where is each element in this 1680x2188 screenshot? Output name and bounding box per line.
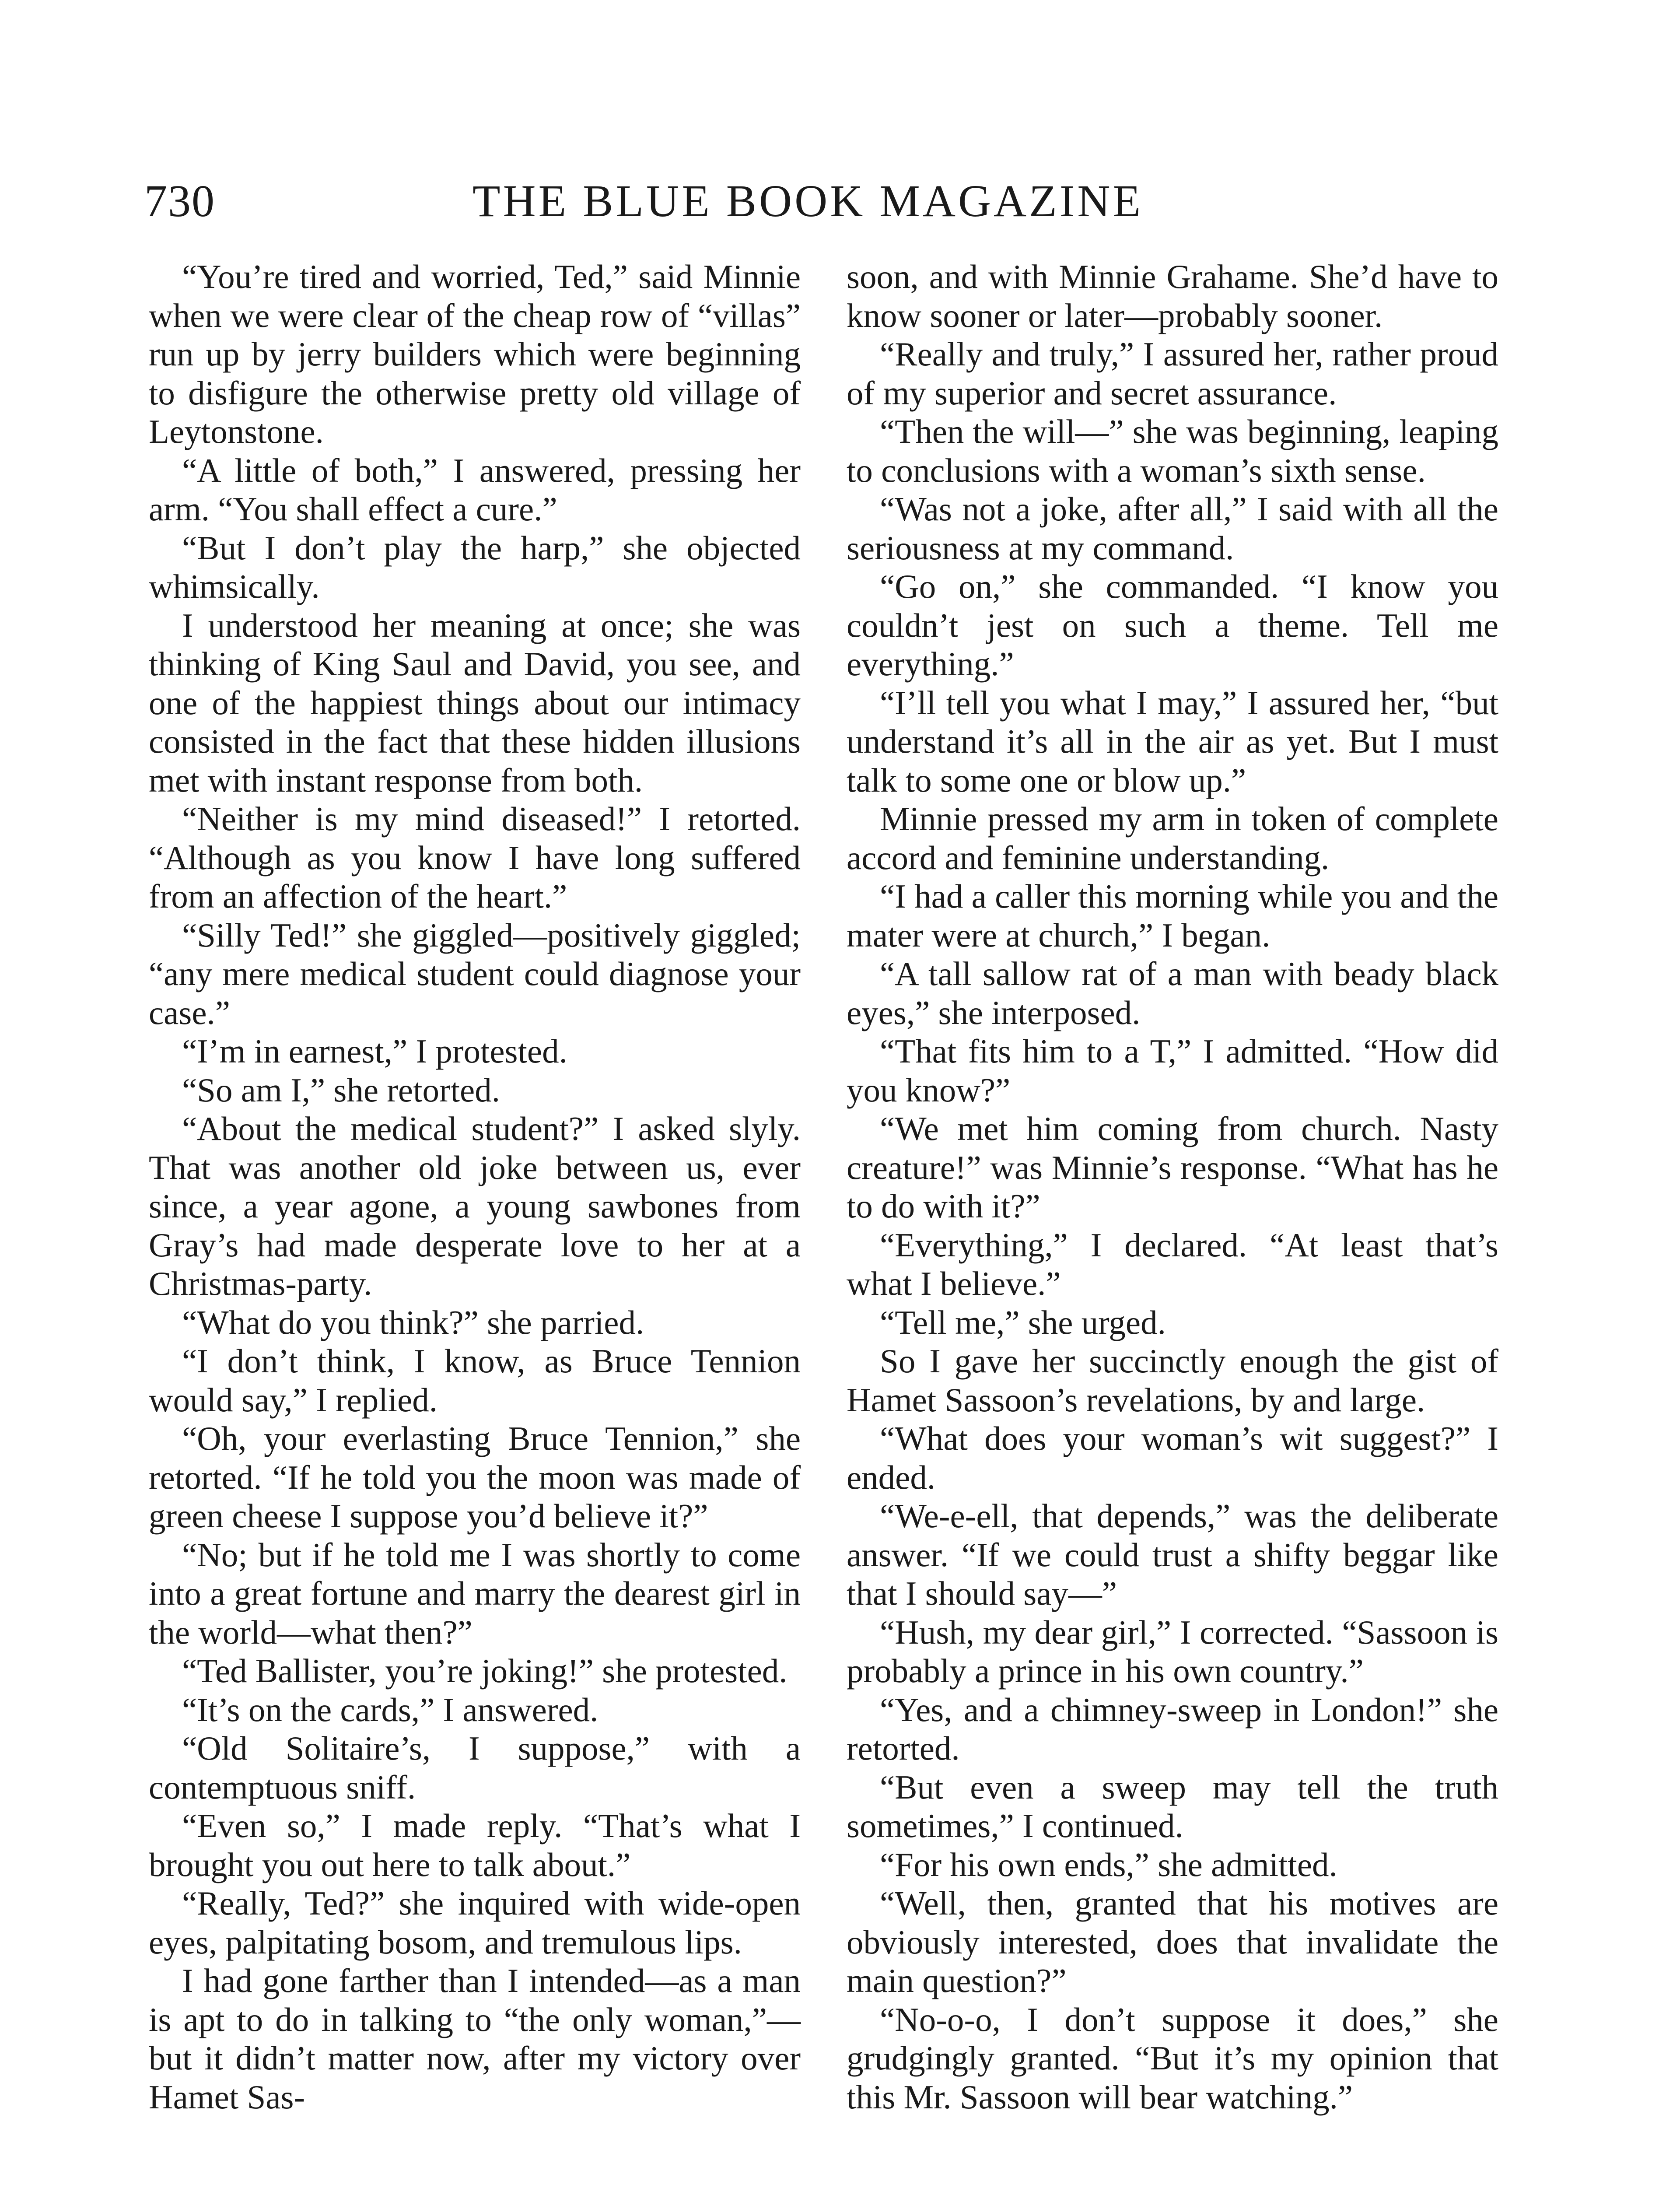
- paragraph: “So am I,” she retorted.: [182, 1071, 500, 1109]
- paragraph: I understood her meaning at once; she was thinking of King Saul and David, you see, and one of the happiest things about our intimacy consisted in the fact that these hidden illusions met with instant response from both.: [149, 606, 801, 799]
- paragraph: “Go on,” she commanded. “I know you couldn’t jest on such a theme. Tell me everything.”: [847, 568, 1498, 683]
- paragraph: “Really, Ted?” she inquired with wide-open eyes, palpitating bosom, and tremulous lips.: [149, 1884, 801, 1961]
- paragraph: I had gone farther than I intended—as a man is apt to do in talking to “the only woman,”—but it didn’t matter now, after my victory over Hamet Sas-: [149, 1962, 801, 2116]
- paragraph: “I’m in earnest,” I protested.: [182, 1032, 567, 1070]
- paragraph: “You’re tired and worried, Ted,” said Minnie when we were clear of the cheap row of “villas” run up by jerry builders which were beginning to disfigure the otherwise pretty old village of Leytonstone.: [149, 258, 801, 450]
- paragraph: “No; but if he told me I was shortly to come into a great fortune and marry the dearest girl in the world—what then?”: [149, 1536, 801, 1651]
- paragraph: “Neither is my mind diseased!” I retorted. “Although as you know I have long suffered from an affection of the heart.”: [149, 800, 801, 915]
- paragraph: “Ted Ballister, you’re joking!” she protested.: [182, 1652, 788, 1690]
- paragraph: Minnie pressed my arm in token of complete accord and feminine understanding.: [847, 800, 1498, 877]
- paragraph: “Really and truly,” I assured her, rather proud of my superior and secret assurance.: [847, 335, 1498, 412]
- paragraph: So I gave her succinctly enough the gist of Hamet Sassoon’s revelations, by and large.: [847, 1342, 1498, 1419]
- paragraph: “Everything,” I declared. “At least that’s what I believe.”: [847, 1226, 1498, 1302]
- paragraph: “It’s on the cards,” I answered.: [182, 1690, 598, 1729]
- paragraph: “I’ll tell you what I may,” I assured her, “but understand it’s all in the air as yet. But I must talk to some one or blow up.”: [847, 684, 1498, 799]
- running-title: THE BLUE BOOK MAGAZINE: [472, 176, 1143, 226]
- paragraph: “Oh, your everlasting Bruce Tennion,” she retorted. “If he told you the moon was made of green cheese I suppose you’d believe it?”: [149, 1420, 801, 1535]
- paragraph: “Hush, my dear girl,” I corrected. “Sassoon is probably a prince in his own country.”: [847, 1613, 1498, 1690]
- paragraph: “Silly Ted!” she giggled—positively giggled; “any mere medical student could diagnose your case.”: [149, 916, 801, 1031]
- right-column: [847, 257, 1498, 2116]
- page-number: 730: [144, 176, 215, 226]
- paragraph: “I had a caller this morning while you and the mater were at church,” I began.: [847, 877, 1498, 954]
- paragraph: “Then the will—” she was beginning, leaping to conclusions with a woman’s sixth sense.: [847, 413, 1498, 489]
- paragraph: “Tell me,” she urged.: [880, 1303, 1166, 1341]
- paragraph: “About the medical student?” I asked slyly. That was another old joke between us, ever since, a year agone, a young sawbones from Gray’s had made desperate love to her at a Christmas-party.: [149, 1110, 801, 1302]
- paragraph: “Old Solitaire’s, I suppose,” with a contemptuous sniff.: [149, 1729, 801, 1806]
- paragraph: “Even so,” I made reply. “That’s what I brought you out here to talk about.”: [149, 1807, 801, 1883]
- paragraph: “A tall sallow rat of a man with beady black eyes,” she interposed.: [847, 955, 1498, 1031]
- paragraph: “But even a sweep may tell the truth sometimes,” I continued.: [847, 1768, 1498, 1844]
- paragraph: “Yes, and a chimney-sweep in London!” she retorted.: [847, 1690, 1498, 1767]
- paragraph: “But I don’t play the harp,” she objected whimsically.: [149, 529, 801, 605]
- paragraph-continuation: soon, and with Minnie Grahame. She’d have to know sooner or later—probably sooner.: [847, 258, 1498, 334]
- paragraph: “For his own ends,” she admitted.: [880, 1845, 1337, 1883]
- paragraph: “Well, then, granted that his motives are obviously interested, does that invalidate the main question?”: [847, 1884, 1498, 1999]
- paragraph: “I don’t think, I know, as Bruce Tennion would say,” I replied.: [149, 1342, 801, 1419]
- paragraph: “Was not a joke, after all,” I said with all the seriousness at my command.: [847, 490, 1498, 567]
- paragraph: “A little of both,” I answered, pressing her arm. “You shall effect a cure.”: [149, 451, 801, 528]
- paragraph: “We-e-ell, that depends,” was the deliberate answer. “If we could trust a shifty beggar like that I should say—”: [847, 1497, 1498, 1612]
- paragraph: “That fits him to a T,” I admitted. “How did you know?”: [847, 1032, 1498, 1109]
- paragraph: “What do you think?” she parried.: [182, 1303, 644, 1341]
- paragraph: “We met him coming from church. Nasty creature!” was Minnie’s response. “What has he to do with it?”: [847, 1110, 1498, 1225]
- left-column: [149, 257, 801, 2116]
- paragraph: “What does your woman’s wit suggest?” I ended.: [847, 1420, 1498, 1496]
- paragraph: “No-o-o, I don’t suppose it does,” she grudgingly granted. “But it’s my opinion that this Mr. Sassoon will bear watching.”: [847, 2000, 1498, 2116]
- page-header: [144, 175, 1562, 241]
